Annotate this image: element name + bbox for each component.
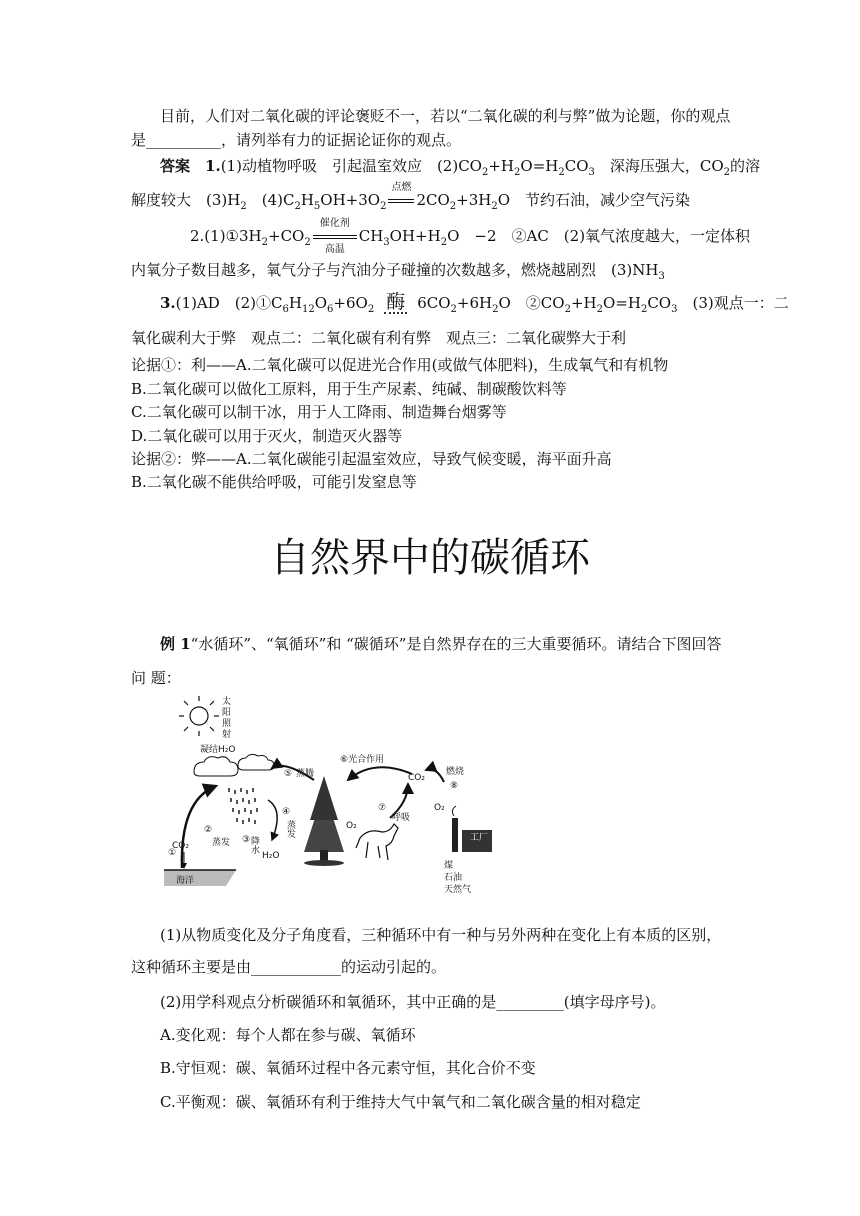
respiration-label: 呼吸 <box>392 813 411 823</box>
answer-text: 深海压强大，CO <box>594 157 724 175</box>
answer-text: OH+H <box>389 227 441 245</box>
step-number: ⑤ <box>284 769 293 779</box>
evidence-line: D.二氧化碳可以用于灭火，制造灭火器等 <box>131 427 403 445</box>
answer-text: O=H <box>520 157 559 175</box>
answer-text: +6O <box>333 294 368 312</box>
answer-label: 答案 <box>160 157 191 175</box>
reaction-condition <box>388 182 414 210</box>
svg-text:太: 太 <box>222 697 232 707</box>
answer-text: +H <box>570 294 597 312</box>
svg-text:煤: 煤 <box>444 861 454 871</box>
answer-q2-line-1: $2.(1)①3H_2+CO_2$ 催化剂 高温 $CH_3OH+H_2O$ −2 ②AC (2)氧气浓度越大，一定体积 <box>190 226 750 253</box>
answer-text: O −2 ②AC (2)氧气浓度越大，一定体积 <box>447 227 751 245</box>
answer-text: O=H <box>602 294 641 312</box>
rain-icon <box>228 788 258 824</box>
answer-text: 的溶 <box>730 157 761 175</box>
svg-text:照: 照 <box>222 719 232 729</box>
h2o-label: H₂O <box>262 851 280 861</box>
answer-text: (1)AD (2)①C <box>175 294 283 312</box>
example-label: 例 1 <box>160 635 191 653</box>
svg-text:射: 射 <box>222 730 232 740</box>
intro-line-1: 目前，人们对二氧化碳的评论褒贬不一，若以“二氧化碳的利与弊”做为论题，你的观点 <box>160 107 731 125</box>
precipitation-label: 降水 <box>249 836 259 854</box>
answer-text: 2CO <box>416 191 450 209</box>
answer-text: +H <box>488 157 515 175</box>
example-line-2: 问 题： <box>131 669 181 687</box>
cycle-diagram <box>164 690 494 904</box>
fuel-label <box>444 859 471 895</box>
answer-text: O ②CO <box>498 294 565 312</box>
evidence-line: 论据②：弊——A.二氧化碳能引起温室效应，导致气候变暖，海平面升高 <box>131 450 612 468</box>
step-number: ① <box>168 848 177 858</box>
cloud-icon <box>194 754 274 776</box>
question-1-line-2: 这种循环主要是由____________的运动引起的。 <box>131 958 447 976</box>
answer-q1-line-2: 解度较大 $(3)H_2$ $(4)C_2H_5OH+3O_2$ 点燃 $2CO_2+3H_2O$ 节约石油，减少空气污染 <box>131 190 690 217</box>
combustion-arrow <box>426 769 444 782</box>
answer-q3-line-2: 氧化碳利大于弊 观点二：二氧化碳有利有弊 观点三：二氧化碳弊大于利 <box>131 329 627 347</box>
step-number: ⑧ <box>450 781 459 791</box>
condense-label: 凝结H₂O <box>200 745 236 755</box>
answer-q3-number: 3. <box>160 294 176 312</box>
enzyme-condition: 酶 <box>386 291 406 313</box>
o2-label: O₂ <box>434 803 445 813</box>
condition-label: 点燃 <box>391 182 412 193</box>
evidence-line: B.二氧化碳不能供给呼吸，可能引发窒息等 <box>131 473 417 491</box>
option-a: A.变化观：每个人都在参与碳、氧循环 <box>160 1026 416 1044</box>
step-number: ⑦ <box>378 803 387 813</box>
answer-q2-line-2: 内氧分子数目越多，氧气分子与汽油分子碰撞的次数越多，燃烧越剧烈 $(3)NH_3$ <box>131 261 665 282</box>
step-number: ④ <box>282 807 291 817</box>
example-text: “水循环”、“氧循环”和 “碳循环”是自然界存在的三大重要循环。请结合下图回答 <box>190 635 722 653</box>
evidence-line: C.二氧化碳可以制干冰，用于人工降雨、制造舞台烟雾等 <box>131 403 507 421</box>
sun-icon <box>179 696 219 736</box>
ocean-icon <box>164 870 236 886</box>
answer-text: +CO <box>268 227 305 245</box>
question-1-line-1: (1)从物质变化及分子角度看，三种循环中有一种与另外两种在变化上有本质的区别， <box>160 926 722 944</box>
answer-text: H <box>288 294 302 312</box>
answer-text: (3)观点一：二 <box>677 294 789 312</box>
example-line-1 <box>160 634 721 654</box>
answer-q1-line-1: 答案 1.(1)动植物呼吸 引起温室效应 $(2)CO_2+H_2O=H_2CO_3$ 深海压强大，$CO_2$的溶 <box>160 157 761 178</box>
answer-text: CO <box>647 294 672 312</box>
evaporation-label: 蒸发 <box>212 838 231 848</box>
answer-text: (1)动植物呼吸 引起温室效应 (2)CO <box>220 157 482 175</box>
answer-text: +3H <box>456 191 492 209</box>
co2-label: CO₂ <box>172 841 189 851</box>
evidence-line: B.二氧化碳可以做化工原料，用于生产尿素、纯碱、制碳酸饮料等 <box>131 380 567 398</box>
answer-text: (4)C <box>246 191 295 209</box>
answer-text: CO <box>564 157 589 175</box>
step-number: ② <box>204 825 213 835</box>
answer-text: O <box>314 294 328 312</box>
condition-label: 高温 <box>324 244 345 255</box>
ocean-label: 海洋 <box>176 876 195 886</box>
condition-label: 催化剂 <box>319 218 350 229</box>
answer-text: 2.(1)①3H <box>190 227 262 245</box>
co2-label: CO₂ <box>408 773 425 783</box>
step-number: ③ <box>242 835 251 845</box>
svg-text:石油: 石油 <box>444 873 463 883</box>
o2-label: O₂ <box>346 821 357 831</box>
svg-text:天然气: 天然气 <box>444 885 472 895</box>
answer-text: OH+3O <box>320 191 381 209</box>
factory-label: 工厂 <box>470 833 489 843</box>
answer-text: 解度较大 (3)H <box>131 191 241 209</box>
intro-line-2: 是__________，请列举有力的证据论证你的观点。 <box>131 131 462 149</box>
tree-icon <box>304 776 344 866</box>
photosynthesis-label: ⑥光合作用 <box>340 755 385 765</box>
transpiration-label: 蒸腾 <box>296 769 315 779</box>
answer-text: +6H <box>456 294 493 312</box>
question-2: (2)用学科观点分析碳循环和氧循环，其中正确的是_________(填字母序号)。 <box>160 993 666 1011</box>
answer-text: H <box>300 191 314 209</box>
answer-text: CH <box>358 227 384 245</box>
option-b: B.守恒观：碳、氧循环过程中各元素守恒，其化合价不变 <box>160 1059 536 1077</box>
factory-icon <box>452 806 492 852</box>
svg-text:阳: 阳 <box>222 708 232 718</box>
answer-text: O 节约石油，减少空气污染 <box>497 191 691 209</box>
photosynthesis-arrow <box>348 767 412 780</box>
tree-evaporation-label: 蒸发 <box>285 820 295 838</box>
section-title: 自然界中的碳循环 <box>270 535 590 581</box>
answer-q1-number: 1. <box>205 157 221 175</box>
option-c: C.平衡观：碳、氧循环有利于维持大气中氧气和二氧化碳含量的相对稳定 <box>160 1093 641 1111</box>
answer-q3-line-1: 3.(1)AD $(2)①C_6H_{12}O_6+6O_2$ 酶 $6CO_2+6H_2O$ $②CO_2+H_2O=H_2CO_3$ (3)观点一：二 <box>160 291 789 315</box>
answer-text: 内氧分子数目越多，氧气分子与汽油分子碰撞的次数越多，燃烧越剧烈 (3)NH <box>131 261 659 279</box>
reaction-condition <box>313 218 357 255</box>
horse-icon <box>356 824 398 860</box>
combustion-label: 燃烧 <box>446 767 465 777</box>
evidence-line: 论据①：利——A.二氧化碳可以促进光合作用(或做气体肥料)，生成氧气和有机物 <box>131 356 669 374</box>
answer-text: 6CO <box>417 294 451 312</box>
sun-label <box>222 695 232 740</box>
